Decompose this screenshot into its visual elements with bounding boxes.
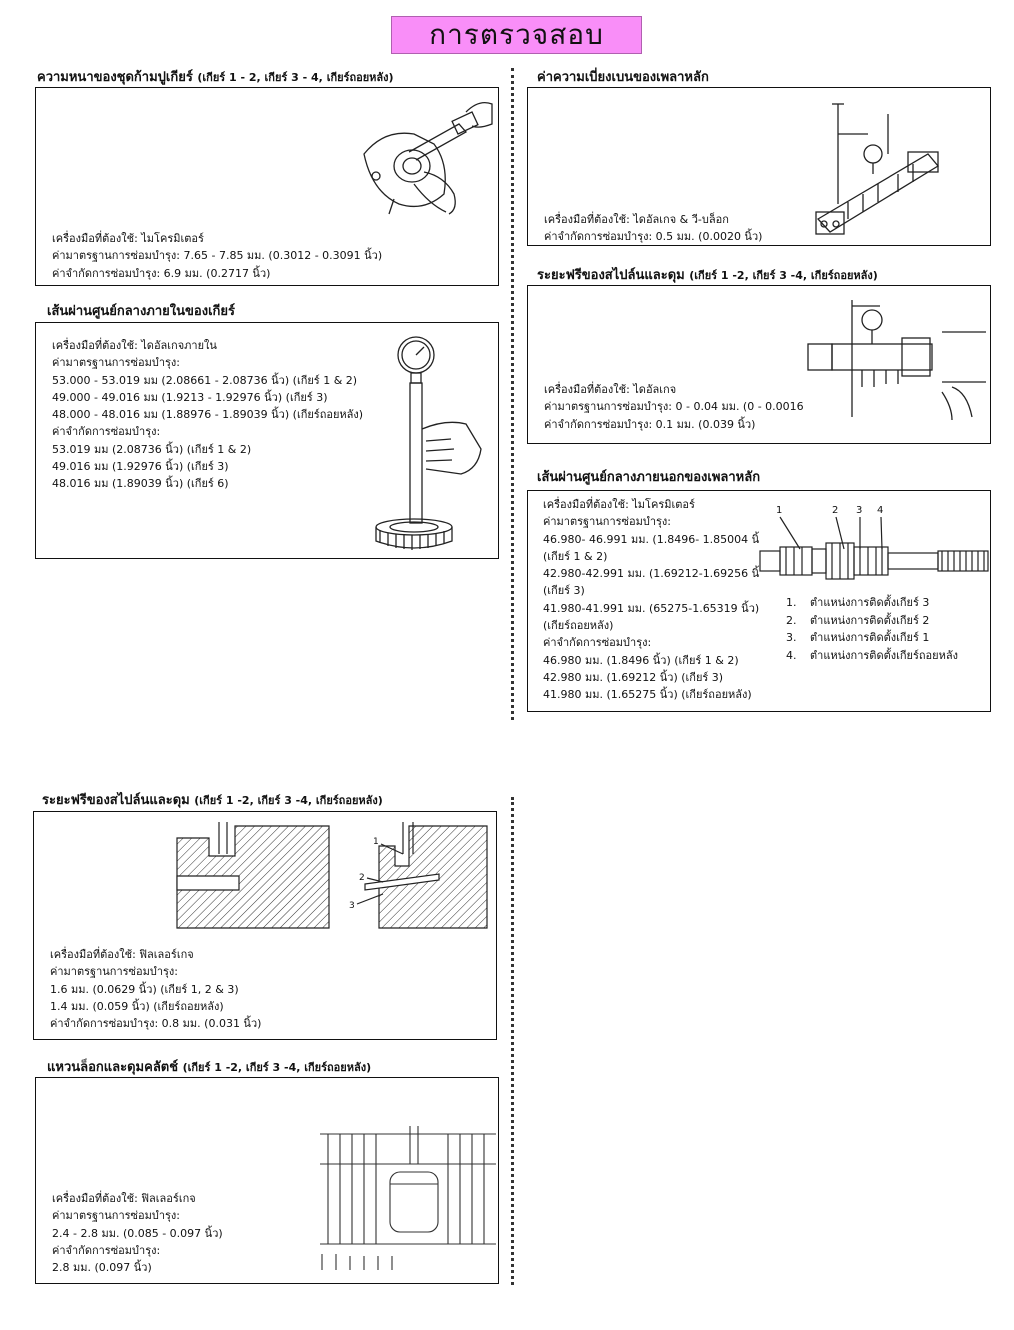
figure-label: 1 (373, 837, 379, 847)
section-box-spline-backlash (527, 285, 991, 444)
text-line: ค่ามาตรฐานการซ่อมบำรุง: (52, 356, 180, 370)
dial-gauge-v-block-figure (808, 94, 948, 244)
section-subtitle: (เกียร์ 1 - 2, เกียร์ 3 - 4, เกียร์ถอยหลัง) (197, 71, 394, 84)
text-line: ค่าจำกัดการซ่อมบำรุง: 0.1 มม. (0.039 นิ้ว) (544, 417, 756, 431)
text-line: เครื่องมือที่ต้องใช้: ไดอัลเกจ (544, 383, 677, 396)
section-subtitle: (เกียร์ 1 -2, เกียร์ 3 -4, เกียร์ถอยหลัง) (194, 794, 383, 807)
text-line: (เกียร์ถอยหลัง) (543, 619, 614, 633)
legend-text: ตำแหน่งการติดตั้งเกียร์ 3 (810, 596, 930, 609)
section-title-text: ความหนาของชุดก้ามปูเกียร์ (37, 70, 193, 85)
feeler-gauge-cross-section-figure (169, 818, 489, 936)
section-title-lock-ring-clutch-hub (47, 1056, 371, 1077)
section-title-mainshaft-runout: ค่าความเบี่ยงเบนของเพลาหลัก (537, 70, 709, 85)
section-box-mainshaft-runout (527, 87, 991, 246)
legend-item (786, 629, 958, 647)
section-title-text: แหวนล็อกและดุมคลัตช์ (47, 1060, 179, 1075)
inside-dial-gauge-figure (366, 329, 486, 554)
text-line: (เกียร์ 1 & 2) (543, 549, 608, 563)
section-title-text: ระยะฟรีของสไปล์นและดุม (42, 793, 190, 808)
dial-gauge-spline-figure (802, 292, 986, 422)
text-line: เครื่องมือที่ต้องใช้: ไดอัลเกจ & วี-บล็อก (544, 213, 729, 226)
legend-number: 4. (786, 648, 797, 662)
text-line: 53.019 มม (2.08736 นิ้ว) (เกียร์ 1 & 2) (52, 442, 252, 456)
page-title: การตรวจสอบ (391, 16, 642, 54)
text-line: ค่าจำกัดการซ่อมบำรุง: (52, 425, 161, 439)
section-title-fork-thickness (37, 66, 394, 87)
text-line: ค่ามาตรฐานการซ่อมบำรุง: 7.65 - 7.85 มม. (0.3012 - 0.3091 นิ้ว) (52, 249, 383, 263)
text-line: 42.980-42.991 มม. (1.69212-1.69256 นิ้ (543, 567, 760, 581)
text-line: เครื่องมือที่ต้องใช้: ไมโครมิเตอร์ (543, 498, 695, 511)
text-line: 1.4 มม. (0.059 นิ้ว) (เกียร์ถอยหลัง) (50, 999, 224, 1013)
text-line: ค่าจำกัดการซ่อมบำรุง: (52, 1243, 161, 1257)
clutch-hub-figure (318, 1124, 498, 1274)
text-line: เครื่องมือที่ต้องใช้: ฟิลเลอร์เกจ (52, 1192, 196, 1205)
legend-number: 2. (786, 613, 797, 627)
legend-item (786, 594, 958, 612)
section-title-spline-backlash-2 (42, 789, 383, 810)
text-line: 49.016 มม (1.92976 นิ้ว) (เกียร์ 3) (52, 460, 229, 474)
legend-item (786, 612, 958, 630)
text-line: เครื่องมือที่ต้องใช้: ไดอัลเกจภายใน (52, 339, 217, 352)
text-line: 41.980-41.991 มม. (65275-1.65319 นิ้ว) (543, 601, 760, 615)
text-line: 46.980 มม. (1.8496 นิ้ว) (เกียร์ 1 & 2) (543, 653, 739, 667)
text-line: ค่ามาตรฐานการซ่อมบำรุง: 0 - 0.04 มม. (0 - 0.0016 (544, 400, 804, 414)
legend-text: ตำแหน่งการติดตั้งเกียร์ถอยหลัง (810, 648, 958, 662)
text-line: 48.016 มม (1.89039 นิ้ว) (เกียร์ 6) (52, 477, 229, 491)
mainshaft-figure (756, 499, 991, 589)
legend-number: 3. (786, 631, 797, 644)
text-line: ค่ามาตรฐานการซ่อมบำรุง: (50, 965, 178, 979)
section-title-text: ระยะฟรีของสไปล์นและดุม (537, 268, 685, 283)
text-line: 49.000 - 49.016 มม (1.9213 - 1.92976 นิ้ว) (เกียร์ 3) (52, 390, 328, 404)
section-box-mainshaft-outer-diameter (527, 490, 991, 712)
text-line: 41.980 มม. (1.65275 นิ้ว) (เกียร์ถอยหลัง) (543, 688, 752, 702)
section-subtitle: (เกียร์ 1 -2, เกียร์ 3 -4, เกียร์ถอยหลัง) (689, 269, 878, 282)
text-line: 2.8 มม. (0.097 นิ้ว) (52, 1261, 152, 1275)
text-line: (เกียร์ 3) (543, 584, 585, 598)
text-line: ค่าจำกัดการซ่อมบำรุง: (543, 636, 652, 650)
figure-label: 2 (832, 505, 839, 516)
figure-label: 3 (349, 901, 355, 911)
figure-label: 2 (359, 873, 365, 883)
section-box-lock-ring-clutch-hub (35, 1077, 499, 1284)
text-line: ค่าจำกัดการซ่อมบำรุง: 0.5 มม. (0.0020 นิ้ว) (544, 230, 763, 244)
section-box-spline-backlash-2 (33, 811, 497, 1040)
text-line: 42.980 มม. (1.69212 นิ้ว) (เกียร์ 3) (543, 670, 724, 684)
micrometer-figure (354, 94, 494, 219)
text-line: ค่าจำกัดการซ่อมบำรุง: 0.8 มม. (0.031 นิ้ว) (50, 1017, 262, 1031)
text-line: 1.6 มม. (0.0629 นิ้ว) (เกียร์ 1, 2 & 3) (50, 982, 239, 996)
text-line: เครื่องมือที่ต้องใช้: ไมโครมิเตอร์ (52, 232, 204, 245)
column-divider-top (511, 68, 514, 720)
section-box-fork-thickness (35, 87, 499, 286)
text-line: 53.000 - 53.019 มม (2.08661 - 2.08736 นิ้ว) (เกียร์ 1 & 2) (52, 373, 358, 387)
column-divider-bottom (511, 797, 514, 1285)
text-line: เครื่องมือที่ต้องใช้: ฟิลเลอร์เกจ (50, 948, 194, 961)
text-line: ค่ามาตรฐานการซ่อมบำรุง: (543, 515, 671, 529)
legend-text: ตำแหน่งการติดตั้งเกียร์ 1 (810, 631, 930, 644)
figure-label: 3 (856, 505, 863, 516)
text-line: ค่าจำกัดการซ่อมบำรุง: 6.9 มม. (0.2717 นิ้ว) (52, 266, 271, 280)
legend-text: ตำแหน่งการติดตั้งเกียร์ 2 (810, 613, 930, 627)
legend-item (786, 647, 958, 665)
figure-label: 1 (776, 505, 783, 516)
section-box-gear-inner-diameter (35, 322, 499, 559)
legend-number: 1. (786, 596, 797, 609)
section-title-gear-inner-diameter: เส้นผ่านศูนย์กลางภายในของเกียร์ (47, 304, 235, 319)
figure-label: 4 (877, 505, 884, 516)
section-title-mainshaft-outer-diameter: เส้นผ่านศูนย์กลางภายนอกของเพลาหลัก (537, 470, 761, 485)
section-subtitle: (เกียร์ 1 -2, เกียร์ 3 -4, เกียร์ถอยหลัง) (182, 1061, 372, 1074)
section-title-spline-backlash (537, 264, 878, 285)
text-line: 2.4 - 2.8 มม. (0.085 - 0.097 นิ้ว) (52, 1226, 223, 1240)
text-line: 46.980- 46.991 มม. (1.8496- 1.85004 นิ้ (543, 532, 760, 546)
text-line: ค่ามาตรฐานการซ่อมบำรุง: (52, 1209, 180, 1223)
text-line: 48.000 - 48.016 มม (1.88976 - 1.89039 นิ้ว) (เกียร์ถอยหลัง) (52, 408, 364, 422)
